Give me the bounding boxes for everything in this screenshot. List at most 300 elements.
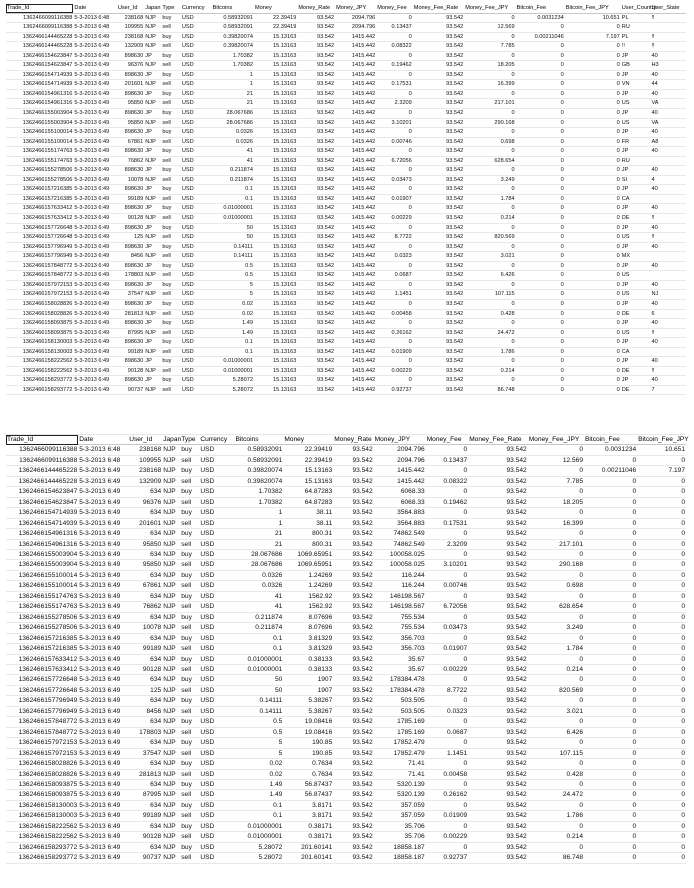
cell-user-id[interactable]: 201601 (128, 518, 162, 528)
cell-bitcoins[interactable]: 0.01000001 (234, 821, 283, 831)
cell-trade-id[interactable]: 1362466158093875 (6, 779, 78, 789)
cell-bitcoins[interactable]: 0.0326 (234, 581, 283, 591)
cell-date[interactable]: 5-3-2013 6:49 (78, 633, 128, 643)
cell-japan[interactable]: NJP (144, 13, 161, 23)
cell-bitcoin-fee-jpy[interactable]: 0 (565, 242, 621, 252)
cell-money-fee-jpy[interactable]: 0 (528, 633, 584, 643)
cell-bitcoin-fee[interactable]: 0 (584, 821, 637, 831)
cell-money-fee[interactable]: 0 (426, 633, 469, 643)
cell-money-rate[interactable]: 93.542 (333, 612, 373, 622)
cell-money[interactable]: 15.13163 (254, 309, 297, 319)
cell-japan[interactable]: NJP (144, 328, 161, 338)
cell-money-fee-rate[interactable]: 93.542 (413, 309, 464, 319)
cell-bitcoins[interactable]: 1.70382 (234, 497, 283, 507)
cell-money-fee-jpy[interactable]: 0 (528, 612, 584, 622)
cell-money[interactable]: 800.31 (283, 529, 333, 539)
column-header-money-fee-jpy[interactable]: Money_Fee_JPY (528, 435, 584, 445)
cell-money-fee[interactable]: 2.3209 (426, 539, 469, 549)
cell-money-rate[interactable]: 93.542 (297, 376, 335, 386)
cell-user-state[interactable]: 40 (650, 128, 686, 138)
cell-date[interactable]: 5-3-2013 6:49 (78, 612, 128, 622)
cell-money[interactable]: 15.13163 (254, 271, 297, 281)
cell-money-jpy[interactable]: 1415.442 (374, 476, 426, 486)
cell-money-fee[interactable]: 0 (376, 51, 413, 61)
cell-user-id[interactable]: 238168 (128, 445, 162, 455)
cell-user-id[interactable]: 898630 (117, 204, 144, 214)
cell-user-id[interactable]: 125 (128, 685, 162, 695)
cell-type[interactable]: buy (180, 842, 199, 852)
cell-bitcoin-fee-jpy[interactable]: 0 (565, 147, 621, 157)
cell-money-jpy[interactable]: 35.67 (374, 654, 426, 664)
cell-money[interactable]: 15.13163 (254, 290, 297, 300)
cell-bitcoins[interactable]: 0.1 (212, 347, 254, 357)
cell-trade-id[interactable]: 1362466158222562 (6, 832, 78, 842)
cell-currency[interactable]: USD (199, 518, 234, 528)
cell-type[interactable]: buy (161, 128, 180, 138)
cell-date[interactable]: 5-3-2013 6:49 (73, 261, 116, 271)
cell-user-country[interactable]: JP (621, 128, 651, 138)
cell-user-country[interactable]: JP (621, 185, 651, 195)
cell-trade-id[interactable]: 1362466157972153 (6, 738, 78, 748)
cell-money-fee-jpy[interactable]: 0 (464, 147, 515, 157)
cell-money-fee-rate[interactable]: 93.542 (413, 185, 464, 195)
cell-currency[interactable]: USD (181, 166, 212, 176)
cell-bitcoins[interactable]: 1.49 (234, 779, 283, 789)
cell-money-fee[interactable]: 8.7722 (426, 685, 469, 695)
cell-currency[interactable]: USD (199, 455, 234, 465)
cell-user-id[interactable]: 37547 (117, 290, 144, 300)
cell-money-fee[interactable]: 0.00458 (426, 769, 469, 779)
cell-money-fee[interactable]: 0.0323 (376, 252, 413, 262)
cell-currency[interactable]: USD (181, 99, 212, 109)
cell-user-id[interactable]: 37547 (128, 748, 162, 758)
cell-bitcoins[interactable]: 0.58932091 (212, 13, 254, 23)
cell-money-rate[interactable]: 93.542 (333, 738, 373, 748)
cell-bitcoins[interactable]: 50 (212, 223, 254, 233)
cell-trade-id[interactable]: 1362466158222562 (6, 357, 73, 367)
cell-currency[interactable]: USD (181, 328, 212, 338)
cell-bitcoin-fee[interactable]: 0 (516, 204, 565, 214)
cell-type[interactable]: sell (161, 42, 180, 52)
column-header-japan[interactable]: Japan (144, 4, 161, 13)
cell-money[interactable]: 19.08416 (283, 717, 333, 727)
cell-trade-id[interactable]: 1362466157633412 (6, 654, 78, 664)
cell-money-fee-jpy[interactable]: 820.569 (464, 233, 515, 243)
cell-date[interactable]: 5-3-2013 6:49 (78, 832, 128, 842)
cell-money-rate[interactable]: 93.542 (297, 385, 335, 395)
cell-money-fee-jpy[interactable]: 0 (528, 821, 584, 831)
cell-type[interactable]: sell (180, 623, 199, 633)
cell-money-fee[interactable]: 0.00746 (426, 581, 469, 591)
cell-user-state[interactable]: 40 (650, 51, 686, 61)
cell-money-jpy[interactable]: 1785.169 (374, 717, 426, 727)
cell-money-rate[interactable]: 93.542 (333, 570, 373, 580)
cell-money-fee[interactable]: 0.00746 (376, 137, 413, 147)
cell-japan[interactable]: NJP (162, 821, 180, 831)
cell-money-fee-jpy[interactable]: 24.472 (464, 328, 515, 338)
cell-money-fee-rate[interactable]: 93.542 (468, 769, 528, 779)
cell-money-fee-jpy[interactable]: 628.654 (464, 156, 515, 166)
cell-money-fee-jpy[interactable]: 3.249 (528, 623, 584, 633)
cell-money-fee-jpy[interactable]: 1.786 (528, 811, 584, 821)
cell-money-rate[interactable]: 93.542 (297, 175, 335, 185)
cell-user-id[interactable]: 238168 (117, 13, 144, 23)
cell-date[interactable]: 5-3-2013 6:49 (73, 376, 116, 386)
cell-bitcoin-fee-jpy[interactable]: 0 (637, 675, 686, 685)
cell-money-fee[interactable]: 0 (426, 549, 469, 559)
cell-bitcoin-fee[interactable]: 0 (584, 549, 637, 559)
cell-money-fee-jpy[interactable]: 0.698 (528, 581, 584, 591)
cell-user-id[interactable]: 898630 (117, 166, 144, 176)
cell-date[interactable]: 5-3-2013 6:49 (73, 366, 116, 376)
cell-trade-id[interactable]: 1362466154961316 (6, 89, 73, 99)
cell-bitcoin-fee[interactable]: 0 (516, 280, 565, 290)
cell-date[interactable]: 5-3-2013 6:49 (73, 299, 116, 309)
cell-bitcoin-fee[interactable]: 0 (584, 455, 637, 465)
cell-money[interactable]: 15.13163 (254, 366, 297, 376)
cell-money-fee-rate[interactable]: 93.542 (413, 357, 464, 367)
cell-japan[interactable]: NJP (162, 853, 180, 863)
cell-money-jpy[interactable]: 1415.442 (335, 42, 376, 52)
cell-money-fee-rate[interactable]: 93.542 (468, 821, 528, 831)
cell-currency[interactable]: USD (199, 591, 234, 601)
cell-user-country[interactable]: US (621, 328, 651, 338)
cell-date[interactable]: 5-3-2013 6:49 (78, 570, 128, 580)
cell-money-fee[interactable]: 0.01907 (426, 644, 469, 654)
cell-user-country[interactable]: US (621, 271, 651, 281)
cell-user-country[interactable]: JP (621, 147, 651, 157)
cell-user-state[interactable]: 6 (650, 309, 686, 319)
cell-user-id[interactable]: 898630 (117, 89, 144, 99)
cell-money-rate[interactable]: 93.542 (333, 466, 373, 476)
cell-money-rate[interactable]: 93.542 (297, 223, 335, 233)
cell-money[interactable]: 19.08416 (283, 727, 333, 737)
cell-money-fee[interactable]: 0 (426, 612, 469, 622)
cell-user-id[interactable]: 96376 (117, 61, 144, 71)
cell-type[interactable]: buy (180, 738, 199, 748)
cell-money-fee[interactable]: 0 (426, 738, 469, 748)
cell-date[interactable]: 5-3-2013 6:49 (73, 128, 116, 138)
cell-money-rate[interactable]: 93.542 (297, 80, 335, 90)
cell-user-state[interactable]: 40 (650, 70, 686, 80)
cell-money-jpy[interactable]: 178384.478 (374, 675, 426, 685)
cell-money-fee[interactable]: 0 (376, 280, 413, 290)
cell-bitcoins[interactable]: 1 (234, 508, 283, 518)
cell-money-rate[interactable]: 93.542 (297, 319, 335, 329)
cell-bitcoins[interactable]: 0.1 (212, 194, 254, 204)
cell-money-fee-jpy[interactable]: 0 (464, 223, 515, 233)
cell-currency[interactable]: USD (181, 194, 212, 204)
cell-bitcoin-fee[interactable]: 0 (516, 347, 565, 357)
cell-bitcoin-fee[interactable]: 0 (584, 591, 637, 601)
cell-date[interactable]: 5-3-2013 6:49 (78, 654, 128, 664)
cell-money-fee-jpy[interactable]: 16.399 (464, 80, 515, 90)
cell-user-id[interactable]: 95850 (117, 99, 144, 109)
cell-currency[interactable]: USD (199, 853, 234, 863)
cell-date[interactable]: 5-3-2013 6:49 (78, 842, 128, 852)
cell-bitcoin-fee[interactable]: 0 (516, 376, 565, 386)
cell-date[interactable]: 5-3-2013 6:49 (78, 644, 128, 654)
cell-user-country[interactable]: JP (621, 109, 651, 119)
cell-date[interactable]: 5-3-2013 6:49 (78, 539, 128, 549)
cell-user-id[interactable]: 238168 (128, 466, 162, 476)
cell-money-fee-jpy[interactable]: 0 (528, 800, 584, 810)
cell-user-state[interactable]: 40 (650, 319, 686, 329)
cell-money-rate[interactable]: 93.542 (297, 166, 335, 176)
cell-user-id[interactable]: 634 (128, 654, 162, 664)
cell-money-jpy[interactable]: 1415.442 (335, 204, 376, 214)
column-header-bitcoin-fee-jpy[interactable]: Bitcoin_Fee_JPY (638, 436, 689, 443)
cell-bitcoin-fee[interactable]: 0 (516, 223, 565, 233)
cell-user-id[interactable]: 634 (128, 821, 162, 831)
cell-currency[interactable]: USD (199, 769, 234, 779)
cell-money-fee[interactable]: 0.01909 (426, 811, 469, 821)
cell-bitcoin-fee[interactable]: 0 (516, 242, 565, 252)
cell-money-fee-jpy[interactable]: 24.472 (528, 790, 584, 800)
cell-money-fee-rate[interactable]: 93.542 (468, 602, 528, 612)
cell-japan[interactable]: NJP (162, 842, 180, 852)
cell-user-state[interactable]: 40 (650, 357, 686, 367)
cell-user-id[interactable]: 10078 (128, 623, 162, 633)
cell-currency[interactable]: USD (181, 309, 212, 319)
cell-bitcoin-fee[interactable]: 0 (584, 529, 637, 539)
cell-money-fee-jpy[interactable]: 0 (464, 261, 515, 271)
cell-type[interactable]: sell (180, 455, 199, 465)
cell-currency[interactable]: USD (199, 654, 234, 664)
cell-trade-id[interactable]: 1362466157848772 (6, 717, 78, 727)
cell-date[interactable]: 5-3-2013 6:49 (73, 319, 116, 329)
cell-money-rate[interactable]: 93.542 (333, 779, 373, 789)
cell-money-rate[interactable]: 93.542 (333, 539, 373, 549)
cell-money-fee[interactable]: 0 (426, 508, 469, 518)
cell-money-fee[interactable]: 0 (426, 779, 469, 789)
cell-money[interactable]: 15.13163 (254, 299, 297, 309)
cell-money[interactable]: 15.13163 (254, 376, 297, 386)
cell-money-fee-rate[interactable]: 93.542 (468, 832, 528, 842)
cell-type[interactable]: sell (161, 309, 180, 319)
cell-bitcoin-fee[interactable]: 0 (584, 476, 637, 486)
cell-user-id[interactable]: 67861 (128, 581, 162, 591)
cell-money-jpy[interactable]: 356.703 (374, 633, 426, 643)
cell-bitcoin-fee-jpy[interactable]: 0 (637, 497, 686, 507)
cell-trade-id[interactable]: 1362466155100014 (6, 570, 78, 580)
cell-bitcoin-fee-jpy[interactable]: 0 (637, 821, 686, 831)
cell-bitcoin-fee-jpy[interactable]: 0 (565, 328, 621, 338)
cell-money[interactable]: 15.13163 (254, 242, 297, 252)
cell-money-fee-rate[interactable]: 93.542 (413, 194, 464, 204)
cell-user-state[interactable]: 40 (650, 109, 686, 119)
cell-money-fee[interactable]: 0.00458 (376, 309, 413, 319)
cell-bitcoin-fee-jpy[interactable]: 0 (565, 338, 621, 348)
cell-money-fee[interactable]: 0 (376, 299, 413, 309)
cell-trade-id[interactable]: 1362466157726648 (6, 685, 78, 695)
cell-user-id[interactable]: 96376 (128, 497, 162, 507)
cell-bitcoin-fee[interactable]: 0 (516, 357, 565, 367)
cell-japan[interactable]: JP (144, 147, 161, 157)
cell-bitcoins[interactable]: 0.01000001 (212, 204, 254, 214)
cell-trade-id[interactable]: 1362466155278506 (6, 623, 78, 633)
cell-money-rate[interactable]: 93.542 (297, 290, 335, 300)
cell-money-jpy[interactable]: 100058.025 (374, 549, 426, 559)
cell-money-fee[interactable]: 0 (376, 89, 413, 99)
cell-money-fee-rate[interactable]: 93.542 (468, 476, 528, 486)
cell-trade-id[interactable]: 1362466155003904 (6, 118, 73, 128)
cell-bitcoin-fee[interactable]: 0 (516, 51, 565, 61)
cell-currency[interactable]: USD (181, 147, 212, 157)
cell-money-rate[interactable]: 93.542 (333, 476, 373, 486)
cell-trade-id[interactable]: 1362466155100014 (6, 128, 73, 138)
column-header-trade-id[interactable]: Trade_Id (6, 435, 78, 445)
cell-money-rate[interactable]: 93.542 (297, 214, 335, 224)
cell-bitcoins[interactable]: 5.28072 (234, 842, 283, 852)
cell-japan[interactable]: NJP (162, 529, 180, 539)
cell-currency[interactable]: USD (181, 128, 212, 138)
cell-type[interactable]: sell (161, 214, 180, 224)
cell-money-fee-rate[interactable]: 93.542 (468, 706, 528, 716)
cell-type[interactable]: buy (180, 633, 199, 643)
cell-money-jpy[interactable]: 116.244 (374, 581, 426, 591)
cell-bitcoin-fee-jpy[interactable]: 0 (565, 252, 621, 262)
cell-bitcoin-fee-jpy[interactable]: 0 (565, 233, 621, 243)
cell-money-fee[interactable]: 0 (426, 821, 469, 831)
cell-user-id[interactable]: 634 (128, 717, 162, 727)
cell-money-fee-rate[interactable]: 93.542 (413, 32, 464, 42)
cell-money-jpy[interactable]: 1785.169 (374, 727, 426, 737)
cell-bitcoin-fee-jpy[interactable]: 0 (565, 204, 621, 214)
cell-bitcoin-fee-jpy[interactable]: 0 (637, 685, 686, 695)
cell-user-country[interactable]: JP (621, 223, 651, 233)
cell-bitcoin-fee-jpy[interactable]: 0 (565, 319, 621, 329)
cell-bitcoin-fee-jpy[interactable]: 0 (637, 717, 686, 727)
cell-money-jpy[interactable]: 6068.33 (374, 497, 426, 507)
cell-bitcoin-fee-jpy[interactable]: 0 (565, 280, 621, 290)
cell-japan[interactable]: JP (144, 376, 161, 386)
cell-japan[interactable]: NJP (162, 779, 180, 789)
cell-date[interactable]: 5-3-2013 6:49 (78, 560, 128, 570)
cell-bitcoin-fee[interactable]: 0 (516, 175, 565, 185)
cell-money-jpy[interactable]: 74862.549 (374, 529, 426, 539)
cell-money-fee[interactable]: 8.7722 (376, 233, 413, 243)
cell-user-id[interactable]: 898630 (117, 147, 144, 157)
cell-money[interactable]: 15.13163 (254, 385, 297, 395)
cell-japan[interactable]: NJP (144, 214, 161, 224)
cell-type[interactable]: sell (161, 366, 180, 376)
cell-date[interactable]: 5-3-2013 6:49 (73, 109, 116, 119)
cell-japan[interactable]: NJP (144, 42, 161, 52)
cell-date[interactable]: 5-3-2013 6:49 (78, 549, 128, 559)
cell-date[interactable]: 5-3-2013 6:49 (78, 685, 128, 695)
cell-user-country[interactable]: US (621, 99, 651, 109)
cell-money-fee-rate[interactable]: 93.542 (468, 560, 528, 570)
cell-money-jpy[interactable]: 35.706 (374, 821, 426, 831)
cell-bitcoin-fee[interactable]: 0 (516, 109, 565, 119)
cell-trade-id[interactable]: 1362466154961316 (6, 539, 78, 549)
cell-trade-id[interactable]: 1362466157216385 (6, 633, 78, 643)
cell-bitcoin-fee[interactable]: 0 (516, 338, 565, 348)
cell-user-country[interactable]: PL (621, 32, 651, 42)
cell-money-rate[interactable]: 93.542 (297, 109, 335, 119)
cell-money-fee-jpy[interactable]: 86.748 (528, 853, 584, 863)
cell-japan[interactable]: JP (144, 185, 161, 195)
cell-money-fee[interactable]: 0 (376, 70, 413, 80)
cell-currency[interactable]: USD (199, 738, 234, 748)
cell-money-fee[interactable]: 0 (376, 261, 413, 271)
cell-user-state[interactable]: 44 (650, 80, 686, 90)
cell-money-fee[interactable]: 0.03473 (426, 623, 469, 633)
cell-japan[interactable]: NJP (144, 175, 161, 185)
cell-money[interactable]: 64.87283 (283, 497, 333, 507)
cell-bitcoin-fee-jpy[interactable]: 7.197 (637, 466, 686, 476)
cell-money-fee-rate[interactable]: 93.542 (413, 137, 464, 147)
cell-user-id[interactable]: 898630 (117, 185, 144, 195)
cell-money-jpy[interactable]: 1415.442 (335, 61, 376, 71)
cell-japan[interactable]: JP (144, 280, 161, 290)
cell-type[interactable]: buy (161, 376, 180, 386)
cell-money-jpy[interactable]: 3564.883 (374, 518, 426, 528)
cell-money[interactable]: 1069.65951 (283, 560, 333, 570)
cell-money-fee-rate[interactable]: 93.542 (413, 280, 464, 290)
cell-japan[interactable]: JP (144, 89, 161, 99)
cell-date[interactable]: 5-3-2013 6:49 (73, 233, 116, 243)
cell-bitcoins[interactable]: 0.58932091 (234, 445, 283, 455)
cell-date[interactable]: 5-3-2013 6:49 (73, 118, 116, 128)
cell-money-fee-rate[interactable]: 93.542 (413, 80, 464, 90)
cell-money-jpy[interactable]: 1415.442 (335, 366, 376, 376)
cell-money-fee-jpy[interactable]: 0 (464, 89, 515, 99)
cell-bitcoins[interactable]: 0.211874 (212, 166, 254, 176)
cell-user-state[interactable]: H3 (650, 61, 686, 71)
cell-money-rate[interactable]: 93.542 (333, 800, 373, 810)
cell-bitcoin-fee-jpy[interactable]: 0 (565, 299, 621, 309)
cell-user-country[interactable]: US (621, 290, 651, 300)
cell-trade-id[interactable]: 1362466157796949 (6, 706, 78, 716)
cell-type[interactable]: sell (180, 518, 199, 528)
cell-money[interactable]: 3.8171 (283, 811, 333, 821)
cell-currency[interactable]: USD (199, 759, 234, 769)
cell-user-state[interactable]: 40 (650, 261, 686, 271)
cell-user-id[interactable]: 898630 (117, 51, 144, 61)
cell-money[interactable]: 1.24269 (283, 570, 333, 580)
cell-date[interactable]: 5-3-2013 6:49 (73, 147, 116, 157)
cell-money-rate[interactable]: 93.542 (297, 13, 335, 23)
cell-money-rate[interactable]: 93.542 (297, 156, 335, 166)
cell-money-fee-rate[interactable]: 93.542 (468, 539, 528, 549)
cell-trade-id[interactable]: 1362466158028826 (6, 769, 78, 779)
cell-money-fee[interactable]: 0 (376, 357, 413, 367)
cell-money[interactable]: 15.13163 (254, 280, 297, 290)
cell-money-fee-rate[interactable]: 93.542 (413, 233, 464, 243)
cell-bitcoins[interactable]: 0.211874 (234, 612, 283, 622)
cell-date[interactable]: 5-3-2013 6:49 (78, 476, 128, 486)
cell-user-id[interactable]: 125 (117, 233, 144, 243)
cell-bitcoin-fee-jpy[interactable]: 0 (637, 842, 686, 852)
cell-money-fee-rate[interactable]: 93.542 (413, 376, 464, 386)
cell-trade-id[interactable]: 1362466099116388 (6, 13, 73, 23)
cell-bitcoin-fee[interactable]: 0 (584, 560, 637, 570)
cell-type[interactable]: buy (161, 242, 180, 252)
cell-bitcoin-fee-jpy[interactable]: 0 (637, 664, 686, 674)
cell-type[interactable]: buy (180, 466, 199, 476)
column-header-currency[interactable]: Currency (199, 435, 234, 445)
cell-user-id[interactable]: 898630 (117, 319, 144, 329)
cell-currency[interactable]: USD (199, 539, 234, 549)
column-header-currency[interactable]: Currency (181, 4, 212, 13)
cell-user-id[interactable]: 634 (128, 612, 162, 622)
cell-money-fee-rate[interactable]: 93.542 (413, 42, 464, 52)
cell-japan[interactable]: NJP (144, 156, 161, 166)
cell-user-state[interactable]: 40 (650, 280, 686, 290)
cell-bitcoin-fee[interactable]: 0 (516, 309, 565, 319)
